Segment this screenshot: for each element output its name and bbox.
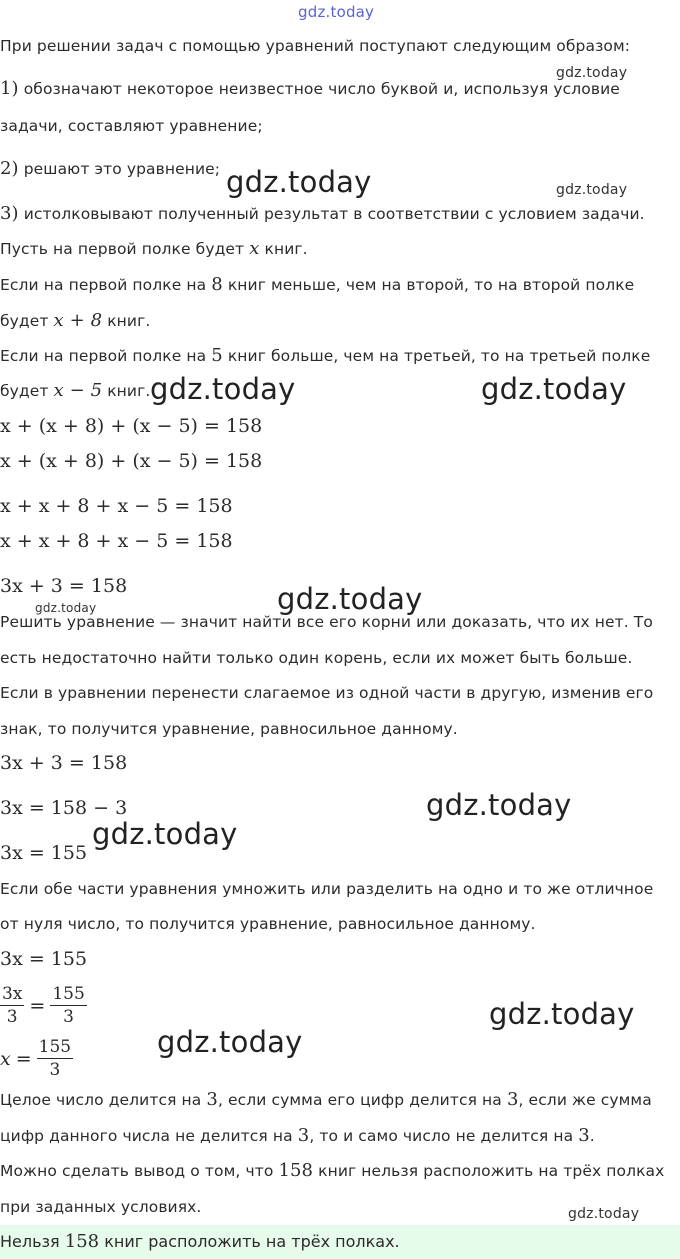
divisibility-line-2: цифр данного числа не делится на 3, то и само число не делится на 3. xyxy=(0,1125,595,1146)
fraction-left: $\frac{3x}{3}$ xyxy=(2,984,23,1027)
step-1-line-2: задачи, составляют уравнение; xyxy=(0,117,263,135)
watermark-top: gdz.today xyxy=(298,3,375,21)
rule-1-line-2: есть недостаточно найти только один корень, если их может быть больше. xyxy=(0,649,633,667)
fraction-equation-1: $\frac{3x}{3}$ = $\frac{155}{3}$ xyxy=(2,984,85,1027)
third-shelf-line-2: будет x − 5 книг. xyxy=(0,380,151,401)
step-3-line: 3) истолковывают полученный результат в соответствии с условием задачи. xyxy=(0,203,645,224)
fraction-right: $\frac{155}{3}$ xyxy=(52,984,85,1027)
second-shelf-line-2: будет x + 8 книг. xyxy=(0,310,151,331)
fraction-result: $\frac{155}{3}$ xyxy=(38,1037,72,1080)
watermark: gdz.today xyxy=(568,1206,640,1222)
third-shelf-line-1: Если на первой полке на 5 книг больше, чем на третьей, то на третьей полке xyxy=(0,345,651,366)
watermark: gdz.today xyxy=(92,817,238,851)
equation-7: 3x = 158 − 3 xyxy=(0,797,128,819)
equation-3: x + x + 8 + x − 5 = 158 xyxy=(0,495,233,517)
equation-8: 3x = 155 xyxy=(0,842,88,864)
divisibility-line-1: Целое число делится на 3, если сумма его цифр делится на 3, если же сумма xyxy=(0,1089,652,1110)
intro-text: При решении задач с помощью уравнений поступают следующим образом: xyxy=(0,37,631,55)
watermark: gdz.today xyxy=(35,601,97,615)
equation-4: x + x + 8 + x − 5 = 158 xyxy=(0,530,233,552)
answer-text: Нельзя 158 книг расположить на трёх полках. xyxy=(0,1231,400,1252)
watermark: gdz.today xyxy=(481,372,627,406)
rule-2-line-1: Если в уравнении перенести слагаемое из одной части в другую, изменив его xyxy=(0,684,654,702)
equation-6: 3x + 3 = 158 xyxy=(0,752,128,774)
conclusion-line-1: Можно сделать вывод о том, что 158 книг нельзя расположить на трёх полках xyxy=(0,1160,665,1181)
watermark: gdz.today xyxy=(226,165,372,199)
rule-1-line-1: Решить уравнение — значит найти все его корни или доказать, что их нет. То xyxy=(0,613,653,631)
rule-3-line-2: от нуля число, то получится уравнение, равносильное данному. xyxy=(0,915,536,933)
conclusion-line-2: при заданных условиях. xyxy=(0,1198,202,1216)
watermark: gdz.today xyxy=(157,1025,303,1059)
watermark: gdz.today xyxy=(489,997,635,1031)
second-shelf-line-1: Если на первой полке на 8 книг меньше, чем на второй, то на второй полке xyxy=(0,274,635,295)
step-1-line-1: 1) обозначают некоторое неизвестное число буквой и, используя условие xyxy=(0,78,620,99)
step-2-line: 2) решают это уравнение; xyxy=(0,158,221,179)
watermark: gdz.today xyxy=(556,182,628,198)
fraction-equation-2: x = $\frac{155}{3}$ xyxy=(0,1037,72,1080)
watermark: gdz.today xyxy=(150,372,296,406)
watermark: gdz.today xyxy=(426,788,572,822)
equation-9: 3x = 155 xyxy=(0,948,88,970)
equation-5: 3x + 3 = 158 xyxy=(0,575,128,597)
rule-3-line-1: Если обе части уравнения умножить или разделить на одно и то же отличное xyxy=(0,880,654,898)
equation-2: x + (x + 8) + (x − 5) = 158 xyxy=(0,450,263,472)
watermark: gdz.today xyxy=(277,582,423,616)
let-line: Пусть на первой полке будет x книг. xyxy=(0,238,308,259)
equation-1: x + (x + 8) + (x − 5) = 158 xyxy=(0,415,263,437)
rule-2-line-2: знак, то получится уравнение, равносильное данному. xyxy=(0,720,458,738)
answer-box xyxy=(0,1225,680,1259)
watermark: gdz.today xyxy=(556,65,628,81)
